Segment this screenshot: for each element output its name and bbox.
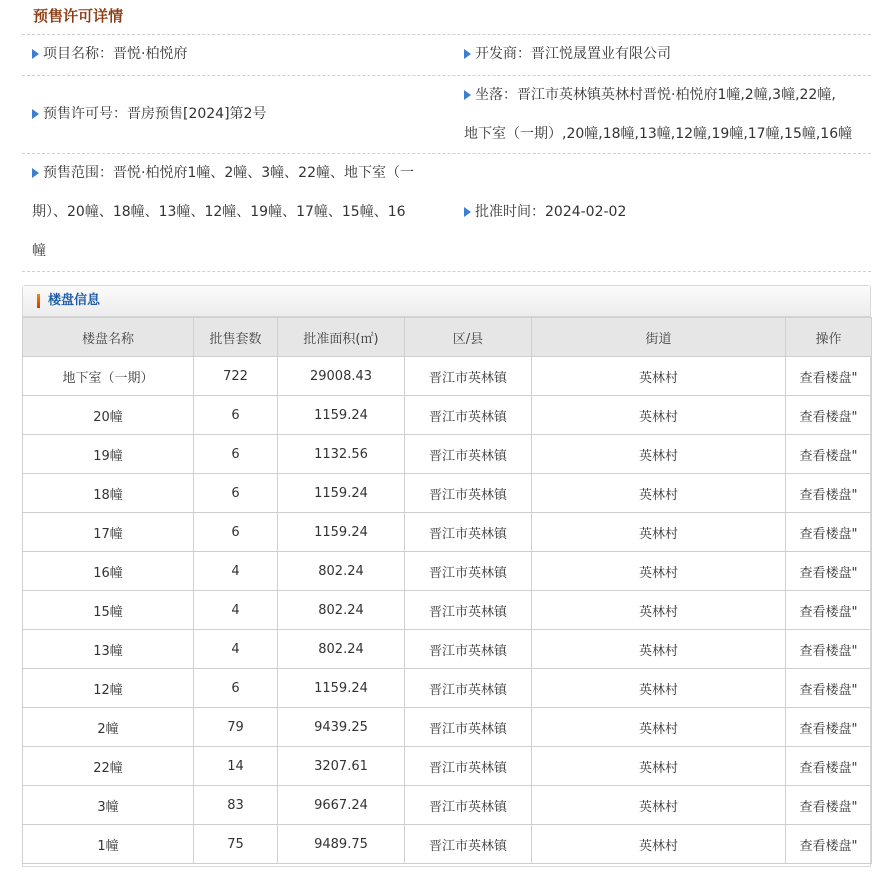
building-name-cell: 18幢 (23, 474, 194, 513)
units-cell: 79 (194, 708, 278, 747)
presale-scope-label: 预售范围： (43, 165, 113, 181)
panel-title: 楼盘信息 (48, 293, 101, 308)
area-cell: 1132.56 (278, 435, 405, 474)
column-header-action: 操作 (786, 318, 872, 357)
units-cell: 4 (194, 630, 278, 669)
permit-number-value: 晋房预售[2024]第2号 (127, 106, 267, 122)
table-row (23, 825, 872, 864)
approval-time-field (464, 193, 626, 232)
area-cell: 1159.24 (278, 396, 405, 435)
district-cell: 晋江市英林镇 (405, 669, 532, 708)
location-value-line1: 晋江市英林镇英林村晋悦·柏悦府1幢,2幢,3幢,22幢, (517, 87, 836, 103)
bullet-arrow-icon (464, 49, 471, 59)
column-header-building-name: 楼盘名称 (23, 318, 194, 357)
developer-value: 晋江悦晟置业有限公司 (531, 46, 671, 62)
area-cell: 9489.75 (278, 825, 405, 864)
area-cell: 802.24 (278, 591, 405, 630)
building-name-cell: 15幢 (23, 591, 194, 630)
area-cell: 9667.24 (278, 786, 405, 825)
bullet-arrow-icon (32, 49, 39, 59)
units-cell: 75 (194, 825, 278, 864)
area-cell: 9439.25 (278, 708, 405, 747)
view-building-link[interactable]: 查看楼盘" (786, 552, 872, 591)
scope-value-line3: 幢 (32, 243, 46, 259)
district-cell: 晋江市英林镇 (405, 435, 532, 474)
bullet-arrow-icon (32, 109, 39, 119)
district-cell: 晋江市英林镇 (405, 474, 532, 513)
area-cell: 1159.24 (278, 474, 405, 513)
approval-time-value: 2024-02-02 (545, 204, 627, 220)
panel-header (23, 286, 870, 317)
street-cell: 英林村 (532, 786, 786, 825)
area-cell: 802.24 (278, 552, 405, 591)
district-cell: 晋江市英林镇 (405, 786, 532, 825)
column-header-street: 街道 (532, 318, 786, 357)
table-row (23, 708, 872, 747)
developer-field (464, 35, 671, 74)
units-cell: 6 (194, 474, 278, 513)
view-building-link[interactable]: 查看楼盘" (786, 396, 872, 435)
building-name-cell: 19幢 (23, 435, 194, 474)
street-cell: 英林村 (532, 630, 786, 669)
district-cell: 晋江市英林镇 (405, 513, 532, 552)
district-cell: 晋江市英林镇 (405, 630, 532, 669)
scope-value-line2: 期）、20幢、18幢、13幢、12幢、19幢、17幢、15幢、16 (32, 204, 406, 220)
table-row (23, 357, 872, 396)
district-cell: 晋江市英林镇 (405, 396, 532, 435)
units-cell: 6 (194, 396, 278, 435)
district-cell: 晋江市英林镇 (405, 747, 532, 786)
units-cell: 4 (194, 591, 278, 630)
building-name-cell: 3幢 (23, 786, 194, 825)
view-building-link[interactable]: 查看楼盘" (786, 357, 872, 396)
street-cell: 英林村 (532, 747, 786, 786)
developer-label: 开发商： (475, 46, 531, 62)
location-value-line2: 地下室（一期）,20幢,18幢,13幢,12幢,19幢,17幢,15幢,16幢 (464, 126, 853, 142)
view-building-link[interactable]: 查看楼盘" (786, 825, 872, 864)
street-cell: 英林村 (532, 396, 786, 435)
presale-scope-field (32, 154, 452, 271)
location-field (464, 76, 871, 154)
info-row-2 (22, 76, 871, 154)
units-cell: 83 (194, 786, 278, 825)
building-name-cell: 22幢 (23, 747, 194, 786)
building-name-cell: 地下室（一期） (23, 357, 194, 396)
building-name-cell: 2幢 (23, 708, 194, 747)
units-cell: 14 (194, 747, 278, 786)
table-row (23, 747, 872, 786)
table-row (23, 474, 872, 513)
area-cell: 3207.61 (278, 747, 405, 786)
column-header-district: 区/县 (405, 318, 532, 357)
units-cell: 722 (194, 357, 278, 396)
column-header-area: 批准面积(㎡) (278, 318, 405, 357)
view-building-link[interactable]: 查看楼盘" (786, 513, 872, 552)
table-row (23, 630, 872, 669)
view-building-link[interactable]: 查看楼盘" (786, 630, 872, 669)
district-cell: 晋江市英林镇 (405, 357, 532, 396)
info-row-3 (22, 154, 871, 272)
project-name-field (32, 35, 187, 74)
area-cell: 802.24 (278, 630, 405, 669)
building-name-cell: 12幢 (23, 669, 194, 708)
area-cell: 1159.24 (278, 513, 405, 552)
district-cell: 晋江市英林镇 (405, 591, 532, 630)
view-building-link[interactable]: 查看楼盘" (786, 591, 872, 630)
building-name-cell: 1幢 (23, 825, 194, 864)
location-label: 坐落： (475, 87, 517, 103)
street-cell: 英林村 (532, 708, 786, 747)
table-row (23, 513, 872, 552)
table-row (23, 786, 872, 825)
scope-value-line1: 晋悦·柏悦府1幢、2幢、3幢、22幢、地下室（一 (113, 165, 414, 181)
area-cell: 1159.24 (278, 669, 405, 708)
table-row (23, 669, 872, 708)
table-row (23, 591, 872, 630)
permit-number-field (32, 95, 266, 134)
project-name-value: 晋悦·柏悦府 (113, 46, 188, 62)
view-building-link[interactable]: 查看楼盘" (786, 474, 872, 513)
panel-title-marker-icon (37, 294, 40, 308)
building-info-panel (22, 285, 871, 867)
table-row (23, 435, 872, 474)
district-cell: 晋江市英林镇 (405, 708, 532, 747)
page-title: 预售许可详情 (33, 7, 124, 25)
street-cell: 英林村 (532, 669, 786, 708)
units-cell: 4 (194, 552, 278, 591)
street-cell: 英林村 (532, 474, 786, 513)
building-name-cell: 17幢 (23, 513, 194, 552)
district-cell: 晋江市英林镇 (405, 825, 532, 864)
bullet-arrow-icon (464, 207, 471, 217)
district-cell: 晋江市英林镇 (405, 552, 532, 591)
units-cell: 6 (194, 513, 278, 552)
permit-number-label: 预售许可号： (43, 106, 127, 122)
area-cell: 29008.43 (278, 357, 405, 396)
table-row (23, 396, 872, 435)
approval-time-label: 批准时间： (475, 204, 545, 220)
street-cell: 英林村 (532, 513, 786, 552)
scope-line-1 (32, 154, 452, 193)
street-cell: 英林村 (532, 357, 786, 396)
table-row (23, 552, 872, 591)
info-row-1 (22, 35, 871, 76)
street-cell: 英林村 (532, 825, 786, 864)
view-building-link[interactable]: 查看楼盘" (786, 435, 872, 474)
bullet-arrow-icon (32, 168, 39, 178)
view-building-link[interactable]: 查看楼盘" (786, 669, 872, 708)
street-cell: 英林村 (532, 552, 786, 591)
bullet-arrow-icon (464, 90, 471, 100)
building-name-cell: 13幢 (23, 630, 194, 669)
units-cell: 6 (194, 669, 278, 708)
view-building-link[interactable]: 查看楼盘" (786, 708, 872, 747)
building-table (22, 317, 872, 864)
building-name-cell: 20幢 (23, 396, 194, 435)
units-cell: 6 (194, 435, 278, 474)
view-building-link[interactable]: 查看楼盘" (786, 747, 872, 786)
building-name-cell: 16幢 (23, 552, 194, 591)
table-header-row (23, 318, 872, 357)
view-building-link[interactable]: 查看楼盘" (786, 786, 872, 825)
street-cell: 英林村 (532, 435, 786, 474)
project-name-label: 项目名称： (43, 46, 113, 62)
column-header-units: 批售套数 (194, 318, 278, 357)
street-cell: 英林村 (532, 591, 786, 630)
location-line-1 (464, 76, 871, 115)
